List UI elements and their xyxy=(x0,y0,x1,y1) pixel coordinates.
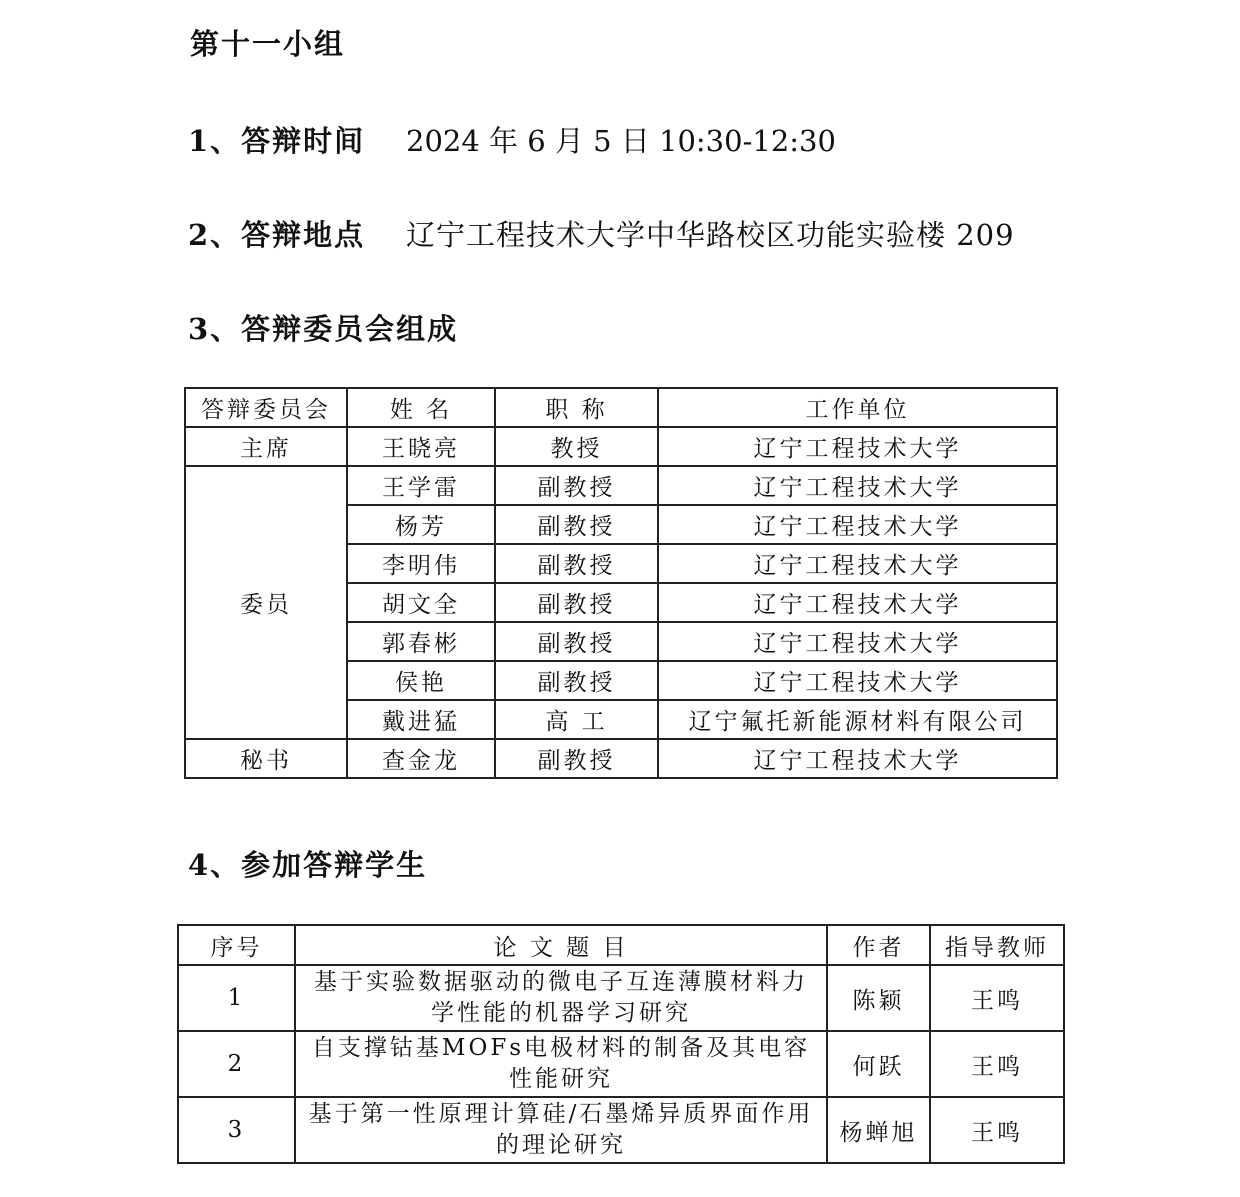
name-cell: 王晓亮 xyxy=(347,427,495,466)
name-cell: 侯艳 xyxy=(347,661,495,700)
defense-location-label: 2、答辩地点 xyxy=(188,218,366,252)
number-cell: 1 xyxy=(178,965,295,1031)
role-cell: 委员 xyxy=(185,466,347,739)
committee-row-chair xyxy=(185,427,1057,466)
header-cell: 工作单位 xyxy=(658,388,1057,427)
unit-cell: 辽宁工程技术大学 xyxy=(658,661,1057,700)
defense-time-label: 1、答辩时间 xyxy=(188,124,366,158)
defense-time-value: 2024 年 6 月 5 日 10:30-12:30 xyxy=(406,124,836,158)
role-cell: 秘书 xyxy=(185,739,347,778)
unit-cell: 辽宁工程技术大学 xyxy=(658,505,1057,544)
header-cell: 姓 名 xyxy=(347,388,495,427)
role-cell: 主席 xyxy=(185,427,347,466)
topic-cell: 基于实验数据驱动的微电子互连薄膜材料力学性能的机器学习研究 xyxy=(295,965,827,1031)
name-cell: 杨芳 xyxy=(347,505,495,544)
unit-cell: 辽宁氟托新能源材料有限公司 xyxy=(658,700,1057,739)
unit-cell: 辽宁工程技术大学 xyxy=(658,583,1057,622)
unit-cell: 辽宁工程技术大学 xyxy=(658,739,1057,778)
title-cell: 教授 xyxy=(495,427,658,466)
topic-cell: 自支撑钴基MOFs电极材料的制备及其电容性能研究 xyxy=(295,1031,827,1097)
title-cell: 副教授 xyxy=(495,505,658,544)
students-table xyxy=(177,924,1065,1164)
student-row xyxy=(178,965,1064,1031)
title-cell: 副教授 xyxy=(495,739,658,778)
committee-header-row xyxy=(185,388,1057,427)
unit-cell: 辽宁工程技术大学 xyxy=(658,427,1057,466)
header-cell: 答辩委员会 xyxy=(185,388,347,427)
advisor-cell: 王鸣 xyxy=(930,1031,1064,1097)
defense-location-value: 辽宁工程技术大学中华路校区功能实验楼 209 xyxy=(406,218,1015,252)
committee-row-member xyxy=(185,466,1057,505)
defense-time-section xyxy=(188,119,836,160)
page-title: 第十一小组 xyxy=(190,27,346,61)
advisor-cell: 王鸣 xyxy=(930,965,1064,1031)
number-cell: 2 xyxy=(178,1031,295,1097)
number-cell: 3 xyxy=(178,1097,295,1163)
author-cell: 何跃 xyxy=(827,1031,930,1097)
title-cell: 副教授 xyxy=(495,583,658,622)
student-row xyxy=(178,1031,1064,1097)
name-cell: 王学雷 xyxy=(347,466,495,505)
name-cell: 查金龙 xyxy=(347,739,495,778)
committee-row-secretary xyxy=(185,739,1057,778)
header-cell: 序号 xyxy=(178,925,295,965)
header-cell: 指导教师 xyxy=(930,925,1064,965)
header-cell: 职 称 xyxy=(495,388,658,427)
student-row xyxy=(178,1097,1064,1163)
title-cell: 高 工 xyxy=(495,700,658,739)
advisor-cell: 王鸣 xyxy=(930,1097,1064,1163)
students-header-row xyxy=(178,925,1064,965)
header-cell: 作者 xyxy=(827,925,930,965)
committee-section-heading: 3、答辩委员会组成 xyxy=(188,312,459,346)
topic-cell: 基于第一性原理计算硅/石墨烯异质界面作用的理论研究 xyxy=(295,1097,827,1163)
author-cell: 杨蝉旭 xyxy=(827,1097,930,1163)
header-cell: 论 文 题 目 xyxy=(295,925,827,965)
students-section-heading: 4、参加答辩学生 xyxy=(188,848,428,882)
committee-table xyxy=(184,387,1058,779)
name-cell: 郭春彬 xyxy=(347,622,495,661)
title-cell: 副教授 xyxy=(495,544,658,583)
title-cell: 副教授 xyxy=(495,622,658,661)
name-cell: 胡文全 xyxy=(347,583,495,622)
unit-cell: 辽宁工程技术大学 xyxy=(658,622,1057,661)
defense-location-section xyxy=(188,213,1015,254)
unit-cell: 辽宁工程技术大学 xyxy=(658,466,1057,505)
name-cell: 李明伟 xyxy=(347,544,495,583)
author-cell: 陈颖 xyxy=(827,965,930,1031)
unit-cell: 辽宁工程技术大学 xyxy=(658,544,1057,583)
title-cell: 副教授 xyxy=(495,466,658,505)
title-cell: 副教授 xyxy=(495,661,658,700)
name-cell: 戴进猛 xyxy=(347,700,495,739)
